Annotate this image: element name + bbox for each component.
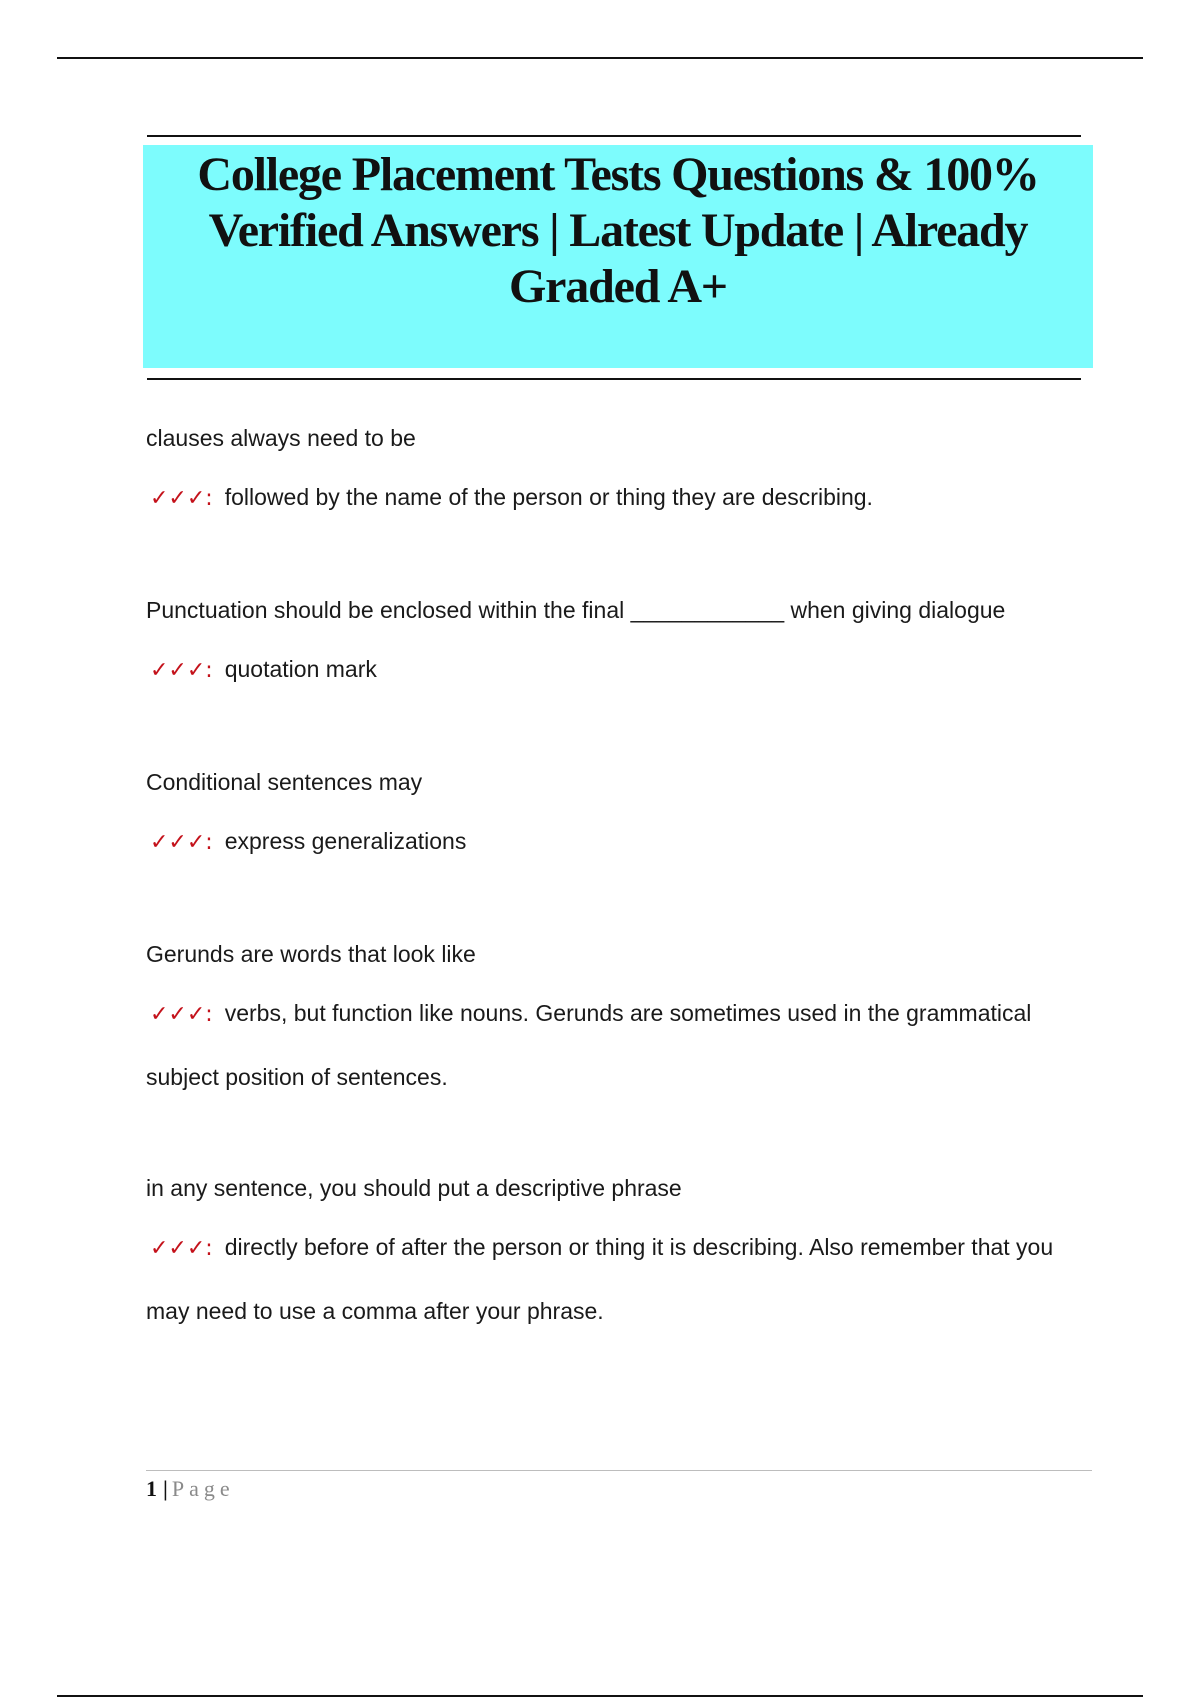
qa-list: [146, 418, 1096, 1402]
title-line-3: Graded A+: [509, 260, 727, 313]
question-text: clauses always need to be: [146, 425, 416, 451]
qa-item: [146, 590, 1096, 702]
answer-body: directly before of after the person or thing it is describing. Also remember that you may need to use a comma after your phrase.: [146, 1234, 1054, 1324]
check-marks-icon: ✓✓✓:: [150, 658, 213, 683]
question-text: in any sentence, you should put a descriptive phrase: [146, 1175, 682, 1201]
question-text: Punctuation should be enclosed within the final ____________ when giving dialogue: [146, 597, 1006, 623]
page-number: 1: [146, 1476, 157, 1501]
title-banner: [143, 145, 1093, 368]
bottom-page-rule: [57, 1695, 1143, 1697]
title-line-2: Verified Answers | Latest Update | Already: [208, 204, 1028, 257]
title-bottom-rule: [147, 378, 1081, 380]
title-top-rule: [147, 135, 1081, 137]
qa-item: [146, 934, 1096, 1108]
qa-item: [146, 418, 1096, 530]
footer-rule: [146, 1470, 1092, 1471]
top-page-rule: [57, 57, 1143, 59]
footer-separator: |: [163, 1476, 168, 1501]
question-text: Conditional sentences may: [146, 769, 423, 795]
answer-body: express generalizations: [224, 828, 467, 854]
answer-text: [146, 466, 1096, 530]
answer-body: quotation mark: [224, 656, 377, 682]
qa-item: [146, 762, 1096, 874]
check-marks-icon: ✓✓✓:: [150, 486, 213, 511]
answer-body: followed by the name of the person or thing they are describing.: [224, 484, 873, 510]
answer-text: [146, 982, 1096, 1108]
answer-body: verbs, but function like nouns. Gerunds are sometimes used in the grammatical subject position of sentences.: [146, 1000, 1032, 1090]
title-line-1: College Placement Tests Questions & 100%: [197, 148, 1039, 201]
check-marks-icon: ✓✓✓:: [150, 830, 213, 855]
qa-item: [146, 1168, 1096, 1342]
document-title: [143, 147, 1093, 315]
check-marks-icon: ✓✓✓:: [150, 1002, 213, 1027]
check-marks-icon: ✓✓✓:: [150, 1236, 213, 1261]
answer-text: [146, 638, 1096, 702]
answer-text: [146, 1216, 1096, 1342]
page-label: Page: [171, 1476, 235, 1501]
page-footer: [146, 1476, 235, 1502]
question-text: Gerunds are words that look like: [146, 941, 476, 967]
answer-text: [146, 810, 1096, 874]
